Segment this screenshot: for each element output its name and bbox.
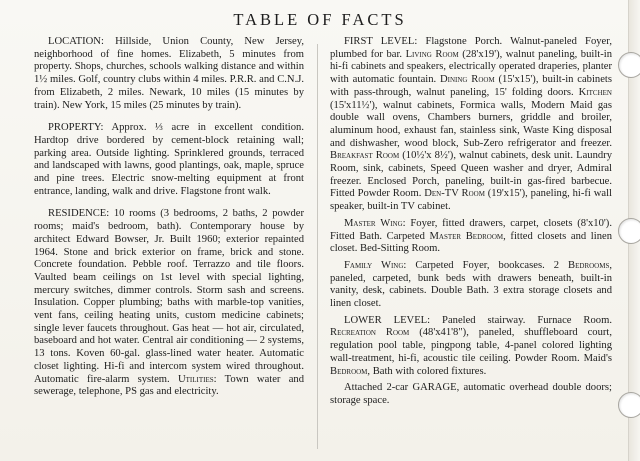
master-wing-text-1: Foyer, fitted drawers, carpet, closets (8'x10'). Fitted Bath. Carpeted — [330, 217, 612, 242]
binder-hole-bottom — [618, 392, 640, 418]
maid-bedroom-label: Bedroom — [330, 365, 368, 377]
utilities-text: Town water and sewerage, telephone, PS gas and electricity. — [34, 373, 305, 398]
first-level-text-5: (10½'x 8½'), walnut cabinets, desk unit. Laundry Room, sink, cabinets, Speed Queen washer and dryer, Admiral freezer. Enclosed Porch, paneling, built-in gas-fired barbecue. Fitted Powder Room. — [330, 150, 612, 200]
right-column — [330, 36, 612, 412]
den-tv-room-label: Den-TV Room — [424, 188, 485, 200]
binder-hole-top — [618, 52, 640, 78]
binder-hole-middle — [618, 218, 640, 244]
residence-text: 10 rooms (3 bedrooms, 2 baths, 2 powder rooms; maid's bedroom, bath). Contemporary house by architect Edward Bowser, Jr. Built 1960; exterior repainted 1964. Stone and brick exterior on frame, brick and stone. Concrete foundation. Pebble roof. Terrazzo and tile floors. Vaulted beam ceilings on 1st level with special lighting, mercury switches, dimmer controls. Storm sash and screens. Insulation. Copper plumbing; baths with marble-top vanities, vent fans, ceiling heating units, custom medicine cabinets; single lever faucets throughout. Gas heat — hot air, circulated, baseboard and hot water. Central air conditioning — 2 systems, 13 tons. Koven 60-gal. glass-lined water heater. Automatic closet lighting. Hi-fi and intercom system wired throughout. Automatic fire-alarm system. — [34, 208, 304, 385]
family-wing-text-1: Carpeted Foyer, bookcases. 2 — [406, 259, 569, 271]
property-paragraph — [34, 122, 304, 198]
first-level-label: FIRST LEVEL: — [344, 36, 418, 47]
first-level-text-4: (15'x11½'), walnut cabinets, Formica walls, Modern Maid gas double wall ovens, Chambers burners, griddle and broiler, aluminum hood, exhaust fan, stainless sink, Waste King disposal and dishwasher, wood block, Sub-Zero refrigerator and freezer. — [330, 99, 612, 149]
family-wing-paragraph — [330, 260, 612, 311]
master-wing-text-2: , fitted closets and linen closet. Bed-Sitting Room. — [330, 230, 612, 255]
breakfast-room-label: Breakfast Room — [330, 150, 400, 162]
recreation-room-label: Recreation Room — [330, 327, 410, 339]
living-room-label: Living Room — [405, 48, 459, 60]
master-wing-label: Master Wing: — [344, 217, 406, 229]
location-text: Hillside, Union County, New Jersey, neighborhood of fine homes. Elizabeth, 5 minutes from property. Shops, churches, schools walking distance and within 1½ miles. Golf, country clubs within 4 miles. P.R.R. and C.N.J. from Elizabeth, 2 miles. Newark, 10 miles (15 minutes by train). New York, 15 miles (25 minutes by train). — [34, 36, 304, 111]
utilities-label: Utilities: — [169, 373, 217, 385]
column-divider — [317, 44, 318, 449]
left-column — [34, 36, 304, 409]
master-bedroom-label: Master Bedroom — [429, 230, 504, 242]
lower-level-text-3: , Bath with colored fixtures. — [367, 365, 487, 377]
garage-paragraph — [330, 382, 612, 407]
page-title: TABLE OF FACTS — [233, 10, 407, 29]
first-level-text-2: (28'x19'), walnut paneling, built-in hi-fi cabinets and speakers, electrically operated draperies, planter with automatic fountain. — [330, 48, 612, 86]
master-wing-paragraph — [330, 218, 612, 256]
family-wing-text-2: , paneled, carpeted, bunk beds with drawers beneath, built-in vanity, desk, cabinets. Double Bath. 3 extra storage closets and linen closet. — [330, 259, 612, 310]
residence-label: RESIDENCE: — [48, 208, 110, 220]
family-wing-label: Family Wing: — [344, 259, 407, 271]
dining-room-label: Dining Room — [439, 74, 495, 86]
property-text: Approx. ⅓ acre in excellent condition. Hardtop drive bordered by cement-block retaining wall; parking area. Outside lighting. Sprinklered grounds, terraced and landscaped with lawns, good plantings, oak, maple, spruce and pine trees. Electric snow-melting equipment at front entrance, landing, walk and drive. Flagstone front walk. — [34, 122, 304, 197]
residence-paragraph — [34, 208, 304, 399]
first-level-text-3: (15'x15'), built-in cabinets with pass-through, walnut paneling, 15' folding doors. — [330, 74, 612, 98]
garage-label: GARAGE — [412, 382, 457, 394]
lower-level-text-2: (48'x41'8"), paneled, shuffleboard court, regulation pool table, pingpong table, 4-panel colored lighting wall-treatment, hi-fi, acoustic tile ceiling. Powder Room. Maid's — [330, 327, 612, 364]
kitchen-label: Kitchen — [578, 86, 612, 98]
garage-text-1: Attached 2-car — [344, 382, 413, 394]
location-paragraph — [34, 36, 304, 112]
property-label: PROPERTY: — [48, 122, 104, 134]
lower-level-text-1: Paneled stairway. Furnace Room. — [430, 314, 612, 326]
garage-text-2: , automatic overhead double doors; storage space. — [330, 382, 612, 406]
lower-level-paragraph — [330, 315, 612, 379]
first-level-paragraph — [330, 36, 612, 214]
location-label: LOCATION: — [48, 36, 104, 47]
first-level-text-1: Flagstone Porch. Walnut-paneled Foyer, plumbed for bar. — [330, 36, 612, 60]
first-level-text-6: (19'x15'), paneling, hi-fi wall speaker, built-in TV cabinet. — [330, 188, 612, 213]
lower-level-label: LOWER LEVEL: — [344, 314, 431, 326]
bedrooms-label: Bedrooms — [568, 259, 610, 271]
